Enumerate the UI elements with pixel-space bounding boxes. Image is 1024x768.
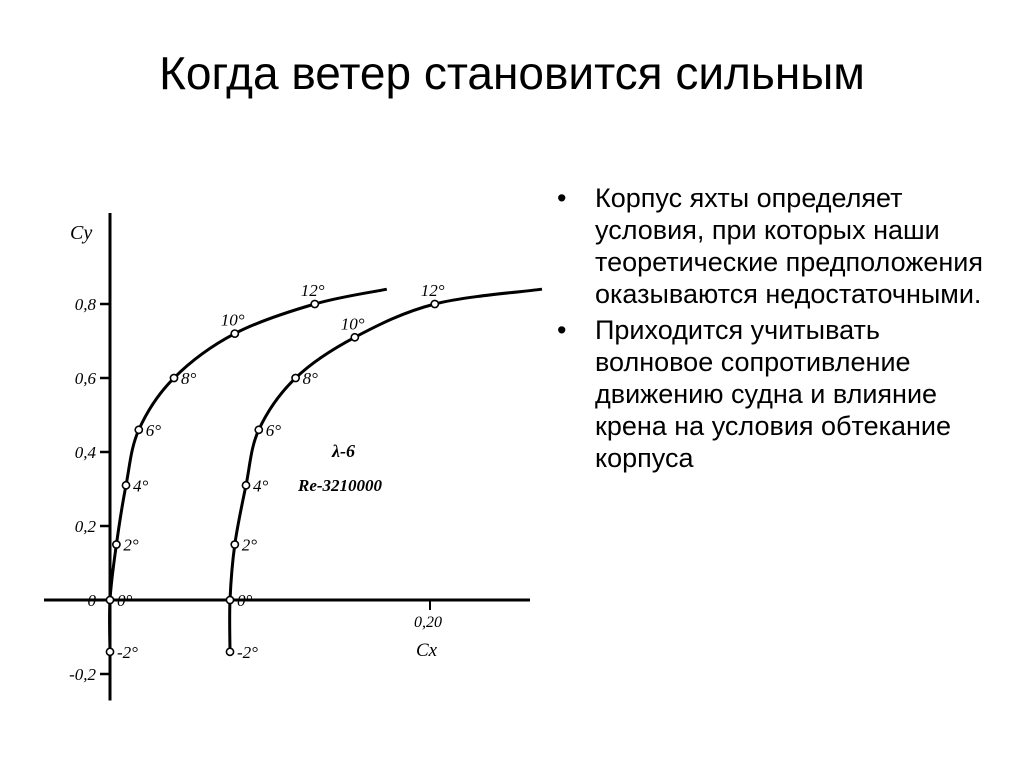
data-point bbox=[255, 426, 262, 433]
series-line-2 bbox=[230, 289, 542, 652]
data-point bbox=[231, 330, 238, 337]
slide-title: Когда ветер становится сильным bbox=[159, 47, 865, 99]
bullet-item bbox=[555, 314, 985, 474]
y-tick-label: 0,4 bbox=[74, 443, 96, 462]
y-tick-label: 0 bbox=[87, 591, 96, 610]
data-label: 0° bbox=[237, 591, 253, 610]
polar-chart bbox=[30, 195, 550, 705]
bullet-list bbox=[555, 182, 985, 478]
x-axis-label: Cx bbox=[416, 640, 438, 661]
data-point bbox=[231, 541, 238, 548]
data-label: 4° bbox=[133, 476, 149, 496]
y-tick-label: 0,2 bbox=[74, 517, 96, 536]
data-label: 6° bbox=[145, 420, 162, 440]
annotation-lambda: λ-6 bbox=[332, 441, 355, 461]
data-label: 8° bbox=[302, 369, 318, 388]
bullet-symbol: • bbox=[557, 183, 567, 213]
data-point bbox=[431, 300, 438, 307]
bullet-text: Корпус яхты определяет условия, при которых наши теоретические предположения оказываются недостаточными. bbox=[595, 183, 983, 309]
data-point bbox=[226, 648, 233, 655]
data-label: 10° bbox=[220, 310, 245, 330]
chart-svg bbox=[30, 195, 550, 705]
y-tick-label: -0,2 bbox=[69, 665, 96, 684]
data-label: 12° bbox=[420, 281, 445, 300]
bullet-text: Приходится учитывать волновое сопротивление движению судна и влияние крена на условия обтекание корпуса bbox=[595, 315, 952, 473]
y-axis-label: Cy bbox=[70, 222, 93, 244]
data-label: 10° bbox=[340, 314, 365, 334]
data-label: 2° bbox=[123, 535, 139, 555]
annotation-reynolds: Re-3210000 bbox=[298, 476, 383, 495]
bullet-item bbox=[555, 182, 985, 310]
data-point bbox=[226, 596, 233, 603]
data-point bbox=[170, 374, 177, 381]
data-label: -2° bbox=[117, 642, 138, 662]
bullet-symbol: • bbox=[557, 315, 567, 345]
data-point bbox=[135, 426, 142, 433]
data-label: 2° bbox=[241, 535, 258, 555]
data-point bbox=[292, 374, 299, 381]
data-point bbox=[242, 482, 249, 489]
x-tick-label: 0,20 bbox=[414, 614, 442, 631]
data-point bbox=[106, 648, 113, 655]
data-label: 0° bbox=[117, 591, 133, 610]
data-point bbox=[351, 334, 358, 341]
data-point bbox=[106, 596, 113, 603]
data-point bbox=[122, 482, 129, 489]
data-label: -2° bbox=[237, 642, 258, 662]
data-label: 6° bbox=[265, 420, 282, 440]
y-tick-label: 0,8 bbox=[74, 295, 96, 314]
data-label: 8° bbox=[181, 369, 197, 388]
y-tick-label: 0,6 bbox=[74, 369, 96, 388]
chart-curves bbox=[110, 289, 542, 652]
chart-axes bbox=[44, 213, 530, 701]
chart-marks bbox=[106, 281, 444, 662]
data-point bbox=[113, 541, 120, 548]
data-label: 4° bbox=[253, 476, 269, 496]
data-label: 12° bbox=[300, 281, 325, 300]
data-point bbox=[311, 300, 318, 307]
